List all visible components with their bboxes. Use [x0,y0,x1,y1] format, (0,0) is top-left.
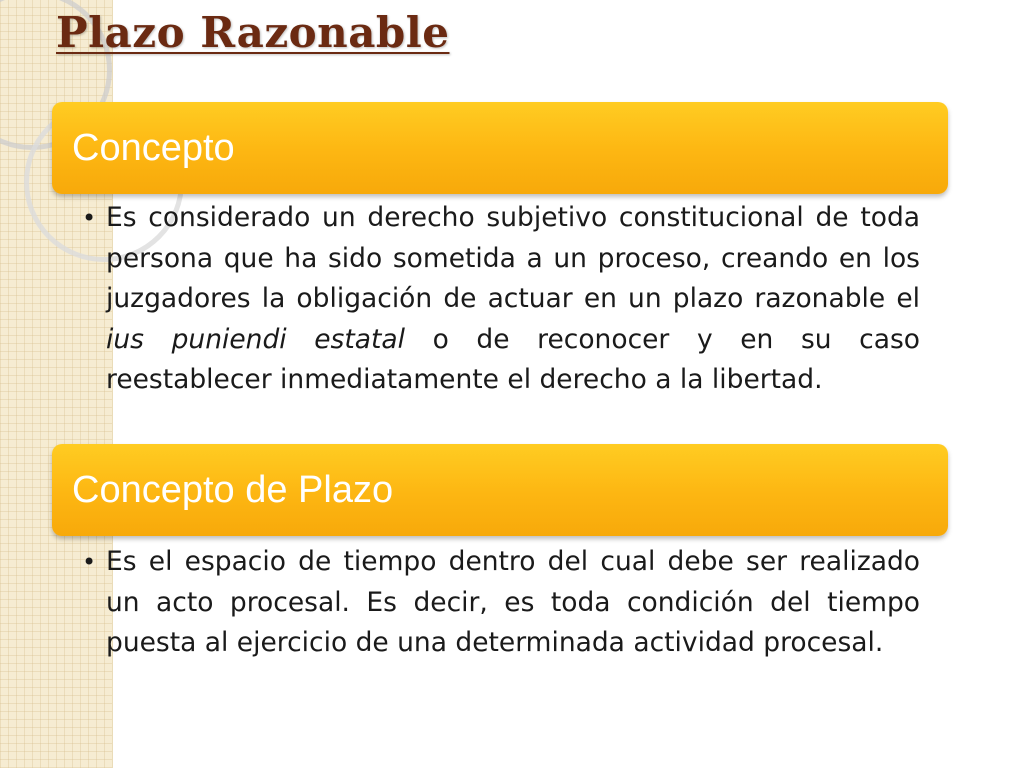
section-header-label: Concepto [72,126,235,169]
paragraph-italic-term: ius puniendi estatal [106,323,405,355]
bullet-marker: • [82,548,97,576]
paragraph-text: Es considerado un derecho subjetivo constitucional de toda persona que ha sido sometida a un proceso, creando en los juzgadores la obligación de actuar en un plazo razonable el [106,202,920,314]
bullet-paragraph [82,542,920,664]
section-header-label: Concepto de Plazo [72,468,394,511]
bullet-paragraph [82,198,920,401]
bullet-marker: • [82,204,97,232]
slide-title: Plazo Razonable [56,8,450,57]
section-header-concepto-de-plazo [52,444,948,536]
section-header-concepto [52,102,948,194]
paragraph-text: o de reconocer y en su caso reestablecer inmediatamente el derecho a la libertad. [106,323,920,395]
paragraph-text: Es el espacio de tiempo dentro del cual debe ser realizado un acto procesal. Es decir, es toda condición del tiempo puesta al ejercicio de una determinada actividad procesal. [106,546,920,658]
